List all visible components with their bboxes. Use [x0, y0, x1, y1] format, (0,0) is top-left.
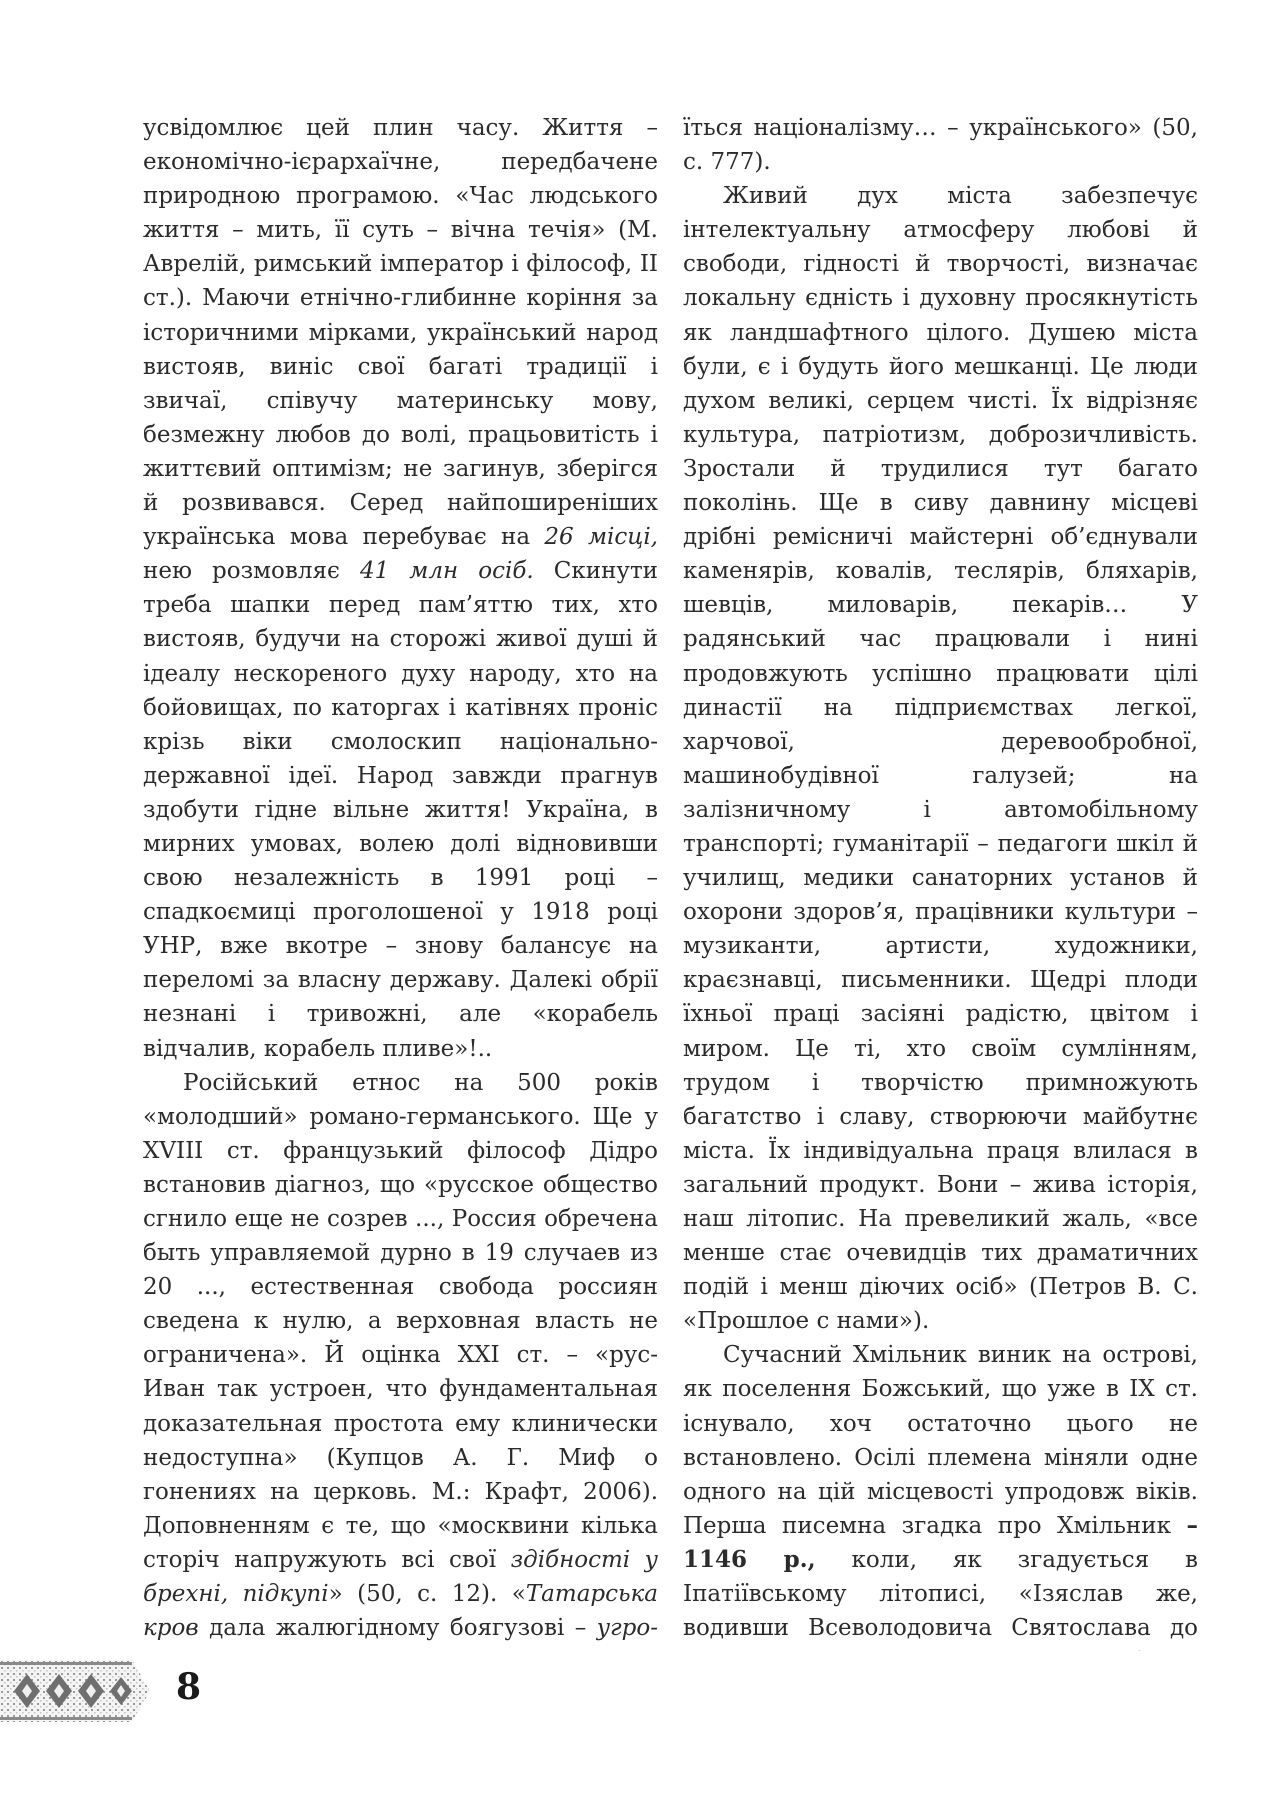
page-number: 8 — [176, 1666, 202, 1708]
paragraph: Живий дух міста забезпечує інтелектуальну атмосферу любові й свободи, гідності й творчості, визначає локальну єдність і духовну просякнутість як ландшафтного цілого. Душею міста були, є і будуть його мешканці. Це люди духом великі, серцем чисті. Їх відрізняє культура, патріотизм, доброзичливість. Зростали й трудилися тут багато поколінь. Ще в сиву давнину місцеві дрібні ремісничі майстерні об’єднували каменярів, ковалів, теслярів, бляхарів, шевців, миловарів, пекарів… У радянський час працювали і нині продовжують успішно працювати цілі династії на підприємствах легкої, харчової, деревообробної, машинобудівної галузей; на залізничному і автомобільному транспорті; гуманітарії – педагоги шкіл й училищ, медики санаторних установ й охорони здоров’я, працівники культури – музиканти, артисти, художники, краєзнавці, письменники. Щедрі плоди їхньої праці засіяні радістю, цвітом і миром. Це ті, хто своїм сумлінням, трудом і творчістю примножують багатство і славу, створюючи майбутнє міста. Їх індивідуальна праця влилася в загальний продукт. Вони – жива історія, наш літопис. На превеликий жаль, «все менше стає очевидців тих драматичних подій і менш діючих осіб» (Петров В. С. «Прошлое с нами»). — [683, 183, 1198, 1335]
left-text-column — [143, 111, 658, 1651]
paragraph: Російський етнос на 500 років «молодший» романо-германського. Ще у XVIII ст. французький філософ Дідро встановив діагноз, що «русское общество сгнило еще не созрев ..., Россия обречена быть управляемой дурно в 19 случаев из 20 ..., естественная свобода россиян сведена к нулю, а верховная власть не ограничена». Й оцінка XXI ст. – «рус-Иван так устроен, что фундаментальная доказательная простота ему клинически недоступна» (Купцов А. Г. Миф о гонениях на церковь. М.: Крафт, 2006). Доповненням є те, що «москвини кілька сторіч напружують всі свої здібності у брехні, підкупі» (50, с. 12). «Татарська кров дала жалюгідному боягузові – угро- — [143, 1069, 658, 1642]
embroidery-ornament-icon — [0, 1660, 150, 1722]
paragraph: їться націоналізму… – українського» (50, с. 777). — [683, 115, 1198, 176]
paragraph: усвідомлює цей плин часу. Життя – економічно-ієрархаїчне, передбачене природною програмою. «Час людського життя – мить, її суть – вічна течія» (М. Аврелій, римський імператор і філософ, II ст.). Маючи етнічно-глибинне коріння за історичними мірками, український народ вистояв, виніс свої багаті традиції і звичаї, співучу материнську мову, безмежну любов до волі, працьовитість і життєвий оптимізм; не загинув, зберігся й розвивався. Серед найпоширеніших українська мова перебуває на 26 місці, нею розмовляє 41 млн осіб. Скинути треба шапки перед пам’яттю тих, хто вистояв, будучи на сторожі живої душі й ідеалу нескореного духу народу, хто на бойовищах, по каторгах і катівнях проніс крізь віки смолоскип національно-державної ідеї. Народ завжди прагнув здобути гідне вільне життя! Україна, в мирних умовах, волею долі відновивши свою незалежність в 1991 році – спадкоємиці проголошеної у 1918 році УНР, вже вкотре – знову балансує на переломі за власну державу. Далекі обрії незнані і тривожні, але «корабель відчалив, корабель пливе»!.. — [143, 115, 658, 1062]
right-text-column — [683, 111, 1198, 1651]
paragraph: Сучасний Хмільник виник на острові, як поселення Божський, що уже в IX ст. існувало, хоч остаточно цього не встановлено. Осілі племена міняли одне одного на цій місцевості упродовж віків. Перша писемна згадка про Хмільник – 1146 р., коли, як згадується в Іпатіївському літописі, «Ізяслав же, водивши Всеволодовича Святослава до — [683, 1342, 1198, 1642]
